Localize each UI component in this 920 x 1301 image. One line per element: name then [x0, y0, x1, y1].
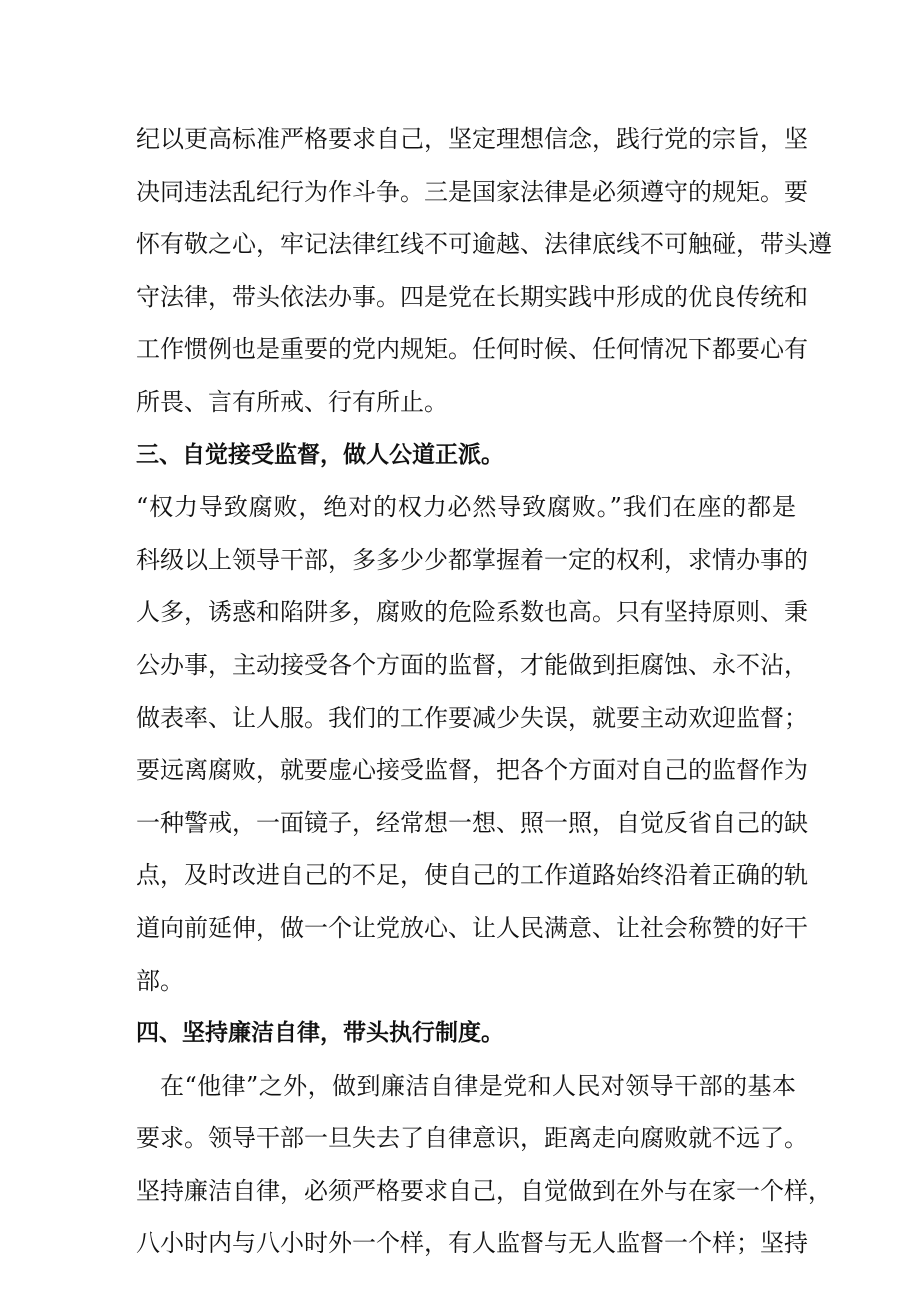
paragraph-line: 公办事，主动接受各个方面的监督，才能做到拒腐蚀、永不沾，	[136, 650, 808, 679]
paragraph-line: 要求。领导干部一旦失去了自律意识，距离走向腐败就不远了。	[136, 1124, 808, 1153]
paragraph-line: 人多，诱惑和陷阱多，腐败的危险系数也高。只有坚持原则、秉	[136, 598, 808, 627]
paragraph-line: 要远离腐败，就要虚心接受监督，把各个方面对自己的监督作为	[136, 756, 808, 785]
paragraph-line: 纪以更高标准严格要求自己，坚定理想信念，践行党的宗旨，坚	[136, 125, 808, 153]
paragraph-1	[136, 113, 832, 429]
paragraph-line: 点，及时改进自己的不足，使自己的工作道路始终沿着正确的轨	[136, 861, 808, 890]
paragraph-line: 做表率、让人服。我们的工作要减少失误，就要主动欢迎监督；	[136, 703, 808, 732]
paragraph-line: 所畏、言有所戒、行有所止。	[136, 387, 448, 416]
paragraph-line: 坚持廉洁自律，必须严格要求自己，自觉做到在外与在家一个样，	[136, 1176, 832, 1205]
section-heading-3: 三、自觉接受监督，做人公道正派。	[136, 441, 504, 468]
paragraph-line: 道向前延伸，做一个让党放心、让人民满意、让社会称赞的好干	[136, 913, 808, 942]
paragraph-3	[136, 1060, 832, 1270]
paragraph-line: “权力导致腐败，绝对的权力必然导致腐败。”我们在座的都是	[136, 493, 796, 522]
paragraph-line: 科级以上领导干部，多多少少都掌握着一定的权利，求情办事的	[136, 545, 808, 574]
paragraph-line: 部。	[136, 966, 184, 995]
paragraph-line: 八小时内与八小时外一个样，有人监督与无人监督一个样；坚持	[136, 1229, 808, 1258]
paragraph-line: 工作惯例也是重要的党内规矩。任何时候、任何情况下都要心有	[136, 335, 808, 364]
paragraph-2	[136, 481, 808, 1007]
paragraph-line: 在“他律”之外，做到廉洁自律是党和人民对领导干部的基本	[160, 1071, 796, 1100]
paragraph-line: 怀有敬之心，牢记法律红线不可逾越、法律底线不可触碰，带头遵	[136, 230, 832, 259]
document-body	[136, 113, 832, 1270]
paragraph-line: 守法律，带头依法办事。四是党在长期实践中形成的优良传统和	[136, 282, 808, 311]
section-heading-4: 四、坚持廉洁自律，带头执行制度。	[136, 1020, 504, 1047]
paragraph-line: 决同违法乱纪行为作斗争。三是国家法律是必须遵守的规矩。要	[136, 177, 808, 206]
paragraph-line: 一种警戒，一面镜子，经常想一想、照一照，自觉反省自己的缺	[136, 808, 808, 837]
